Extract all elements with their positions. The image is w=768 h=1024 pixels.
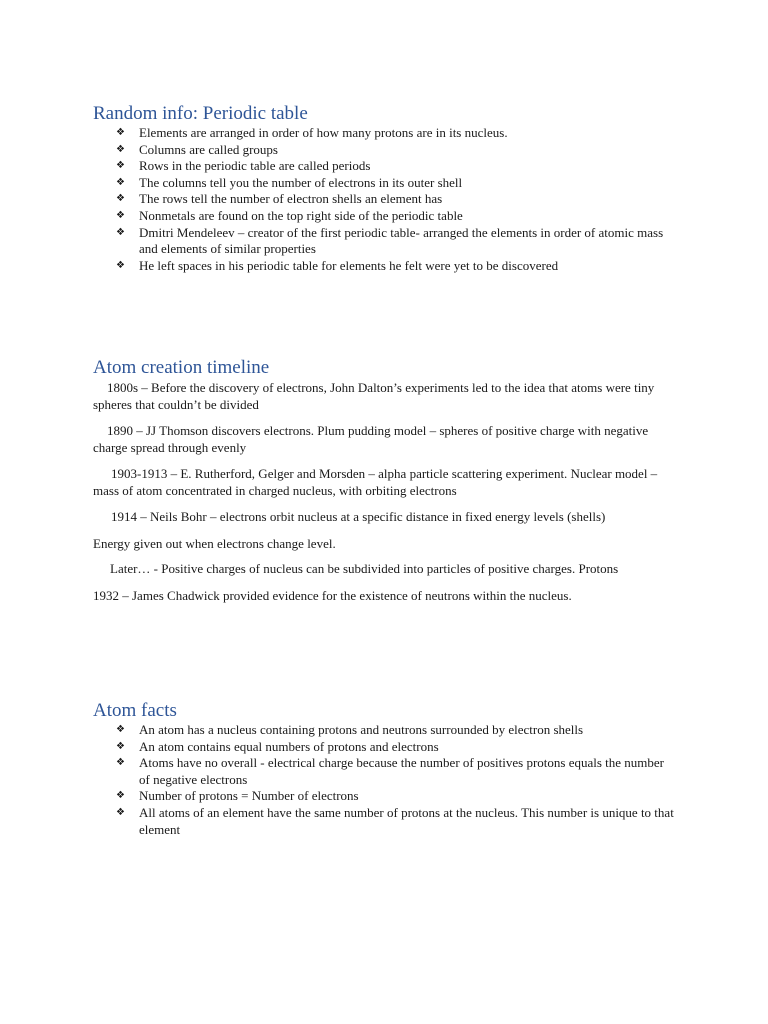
list-item: ❖ The rows tell the number of electron shells an element has <box>116 191 443 207</box>
section-heading-atom-timeline: Atom creation timeline <box>93 357 270 378</box>
list-item: ❖ Elements are arranged in order of how many protons are in its nucleus. <box>116 125 508 140</box>
list-item: ❖ Nonmetals are found on the top right side of the periodic table <box>116 207 463 223</box>
list-item: ❖ Number of protons = Number of electrons <box>116 788 359 804</box>
list-item: ❖ All atoms of an element have the same number of protons at the nucleus. This number is unique to that element <box>116 804 674 837</box>
diamond-bullet-icon: ❖ <box>116 806 125 818</box>
timeline-paragraph: 1914 – Neils Bohr – electrons orbit nucleus at a specific distance in fixed energy levels (shells) <box>111 509 606 524</box>
diamond-bullet-icon: ❖ <box>116 209 125 221</box>
timeline-paragraph: 1890 – JJ Thomson discovers electrons. Plum pudding model – spheres of positive charge with negative charge spread through evenly <box>93 423 649 455</box>
timeline-paragraph: 1800s – Before the discovery of electrons, John Dalton’s experiments led to the idea that atoms were tiny spheres that couldn’t be divided <box>93 380 655 412</box>
list-item: ❖ Rows in the periodic table are called periods <box>116 158 371 174</box>
list-item: ❖ Dmitri Mendeleev – creator of the first periodic table- arranged the elements in order of atomic mass and elements of similar properties <box>116 224 664 257</box>
diamond-bullet-icon: ❖ <box>116 193 125 205</box>
section-heading-atom-facts: Atom facts <box>93 700 177 721</box>
diamond-bullet-icon: ❖ <box>116 160 125 172</box>
timeline-paragraph: Energy given out when electrons change level. <box>93 536 336 551</box>
list-item: ❖ Columns are called groups <box>116 141 278 157</box>
list-item: ❖ An atom contains equal numbers of protons and electrons <box>116 738 439 754</box>
diamond-bullet-icon: ❖ <box>116 176 125 188</box>
diamond-bullet-icon: ❖ <box>116 757 125 769</box>
diamond-bullet-icon: ❖ <box>116 724 125 735</box>
timeline-paragraph: 1903-1913 – E. Rutherford, Gelger and Morsden – alpha particle scattering experiment. Nuclear model – mass of atom concentrated in charged nucleus, with orbiting electrons <box>93 466 658 498</box>
list-item: ❖ The columns tell you the number of electrons in its outer shell <box>116 174 463 190</box>
atom-facts-bullet-list <box>116 722 676 838</box>
section-heading-periodic-table: Random info: Periodic table <box>93 103 308 124</box>
diamond-bullet-icon: ❖ <box>116 740 125 752</box>
periodic-table-bullet-list <box>116 125 676 274</box>
diamond-bullet-icon: ❖ <box>116 226 125 238</box>
list-item: ❖ He left spaces in his periodic table for elements he felt were yet to be discovered <box>116 257 559 273</box>
diamond-bullet-icon: ❖ <box>116 790 125 802</box>
list-item: ❖ An atom has a nucleus containing protons and neutrons surrounded by electron shells <box>116 722 584 737</box>
diamond-bullet-icon: ❖ <box>116 259 125 271</box>
list-item: ❖ Atoms have no overall - electrical charge because the number of positives protons equals the number of negative electrons <box>116 755 665 787</box>
timeline-paragraph: Later… - Positive charges of nucleus can be subdivided into particles of positive charges. Protons <box>110 561 619 576</box>
timeline-paragraph: 1932 – James Chadwick provided evidence for the existence of neutrons within the nucleus. <box>93 588 572 603</box>
diamond-bullet-icon: ❖ <box>116 143 125 155</box>
diamond-bullet-icon: ❖ <box>116 127 125 138</box>
